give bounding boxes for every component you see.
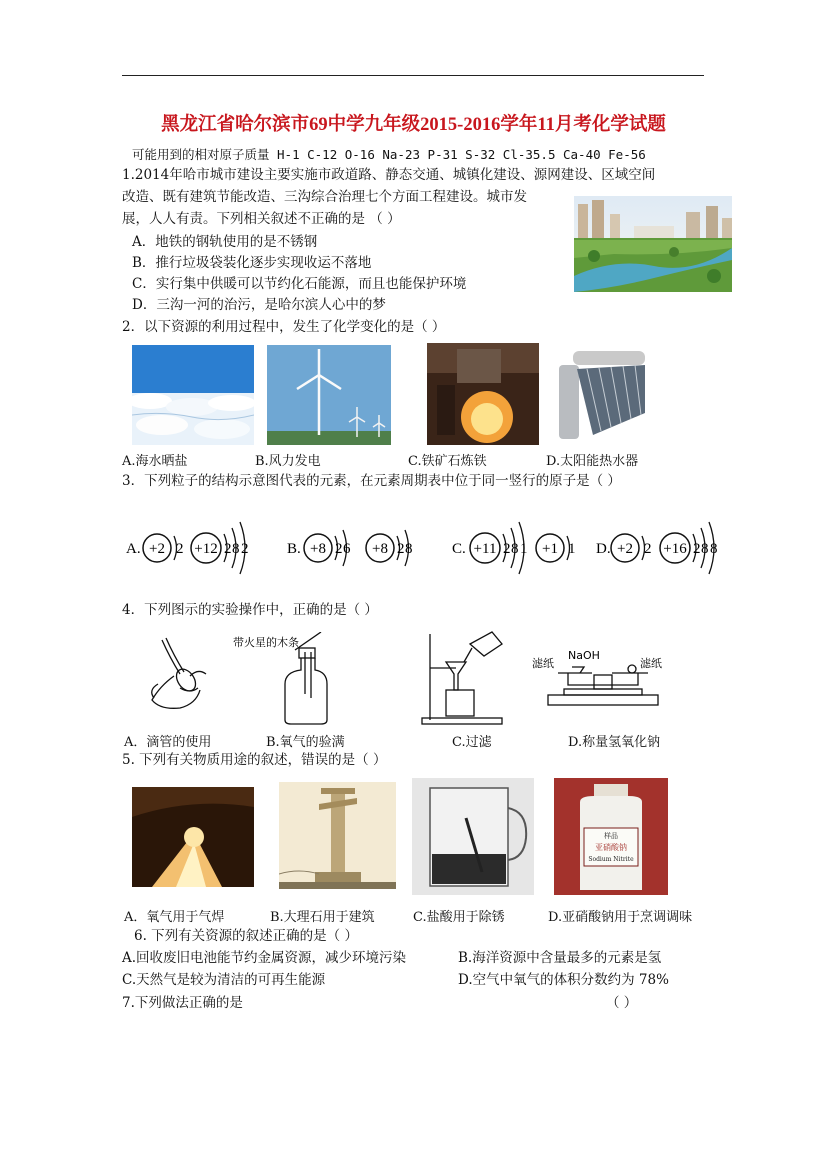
shell-electrons: 2 [176,541,184,557]
q6-option-d: D.空气中氧气的体积分数约为 78% [458,972,669,988]
q2-stem: 2．以下资源的利用过程中，发生了化学变化的是（ ） [122,319,446,335]
svg-text:+1: +1 [542,541,558,557]
solar-water-heater-image [553,343,650,443]
q6-option-b: B.海洋资源中含量最多的元素是氢 [458,950,662,966]
bottle-label-en: Sodium Nitrite [588,856,634,863]
filtration-figure [420,628,510,728]
sodium-nitrite-bottle-image [554,778,668,895]
svg-text:8: 8 [710,541,718,557]
q5-option-a: A．氧气用于气焊 [124,910,225,925]
marble-column-image [279,782,396,889]
svg-text:1: 1 [568,541,576,557]
q4-option-c: C.过滤 [452,735,492,750]
svg-text:2: 2 [693,541,701,557]
splint-label: 带火星的木条 [233,636,299,649]
gas-welding-image [132,787,254,887]
bottle-label-cn: 亚硝酸钠 [595,843,627,852]
q1-option-b: B．推行垃圾袋装化逐步实现收运不落地 [132,255,372,271]
q4-option-d: D.称量氢氧化钠 [568,735,661,750]
atomic-masses: 可能用到的相对原子质量 H-1 C-12 O-16 Na-23 P-31 S-32 Cl-35.5 Ca-40 Fe-56 [132,147,646,162]
q1-line-1: 1.2014年哈市城市建设主要实施市政道路、静态交通、城镇化建设、源网建设、区域空间 [122,167,656,183]
q5-option-d: D.亚硝酸钠用于烹调调味 [548,910,693,925]
svg-text:B.: B. [287,541,301,557]
bottle-label-top: 样品 [604,832,618,840]
nucleus-label: +2 [149,541,165,557]
svg-text:8: 8 [511,541,519,557]
q1-option-d: D．三沟一河的治污，是哈尔滨人心中的梦 [132,297,386,313]
svg-text:2: 2 [241,541,249,557]
svg-text:2: 2 [224,541,232,557]
q3-option-a-letter: A. [126,541,141,557]
q2-option-d: D.太阳能热水器 [546,454,639,469]
wind-turbine-image [267,345,391,445]
q3-option-d [596,522,718,574]
q1-option-a: A．地铁的钢轨使用的是不锈钢 [132,234,318,250]
q6-option-c: C.天然气是较为清洁的可再生能源 [122,972,326,988]
svg-text:+16: +16 [663,541,687,557]
sea-salt-image [132,345,254,445]
svg-text:2: 2 [644,541,652,557]
naoh-label: NaOH [568,649,600,662]
q4-option-a: A．滴管的使用 [124,735,212,750]
svg-text:8: 8 [405,541,413,557]
svg-text:+2: +2 [617,541,633,557]
q4-stem: 4．下列图示的实验操作中，正确的是（ ） [122,602,378,618]
svg-text:2: 2 [397,541,405,557]
svg-text:2: 2 [503,541,511,557]
svg-text:+8: +8 [372,541,388,557]
q7-bracket: （ ） [606,995,638,1011]
q1-option-c: C．实行集中供暖可以节约化石能源，而且也能保护环境 [132,276,467,292]
svg-text:+8: +8 [310,541,326,557]
q2-option-c: C.铁矿石炼铁 [408,454,487,469]
filter-paper-left-label: 滤纸 [532,657,554,670]
q3-option-b [287,530,413,566]
svg-text:C.: C. [452,541,466,557]
q4-option-b: B.氧气的验满 [266,735,345,750]
q5-stem: 5. 下列有关物质用途的叙述，错误的是（ ） [122,752,387,768]
q3-stem: 3．下列粒子的结构示意图代表的元素，在元素周期表中位于同一竖行的原子是（ ） [122,473,621,489]
q5-option-b: B.大理石用于建筑 [270,910,375,925]
svg-text:8: 8 [701,541,709,557]
q1-line-3: 展，人人有责。下列相关叙述不正确的是 （ ） [122,211,401,227]
q1-line-2: 改造、既有建筑节能改造、三沟综合治理七个方面工程建设。城市发 [122,189,527,205]
top-rule [122,75,704,76]
svg-text:6: 6 [343,541,351,557]
nucleus-label: +12 [194,541,218,557]
q6-stem: 6. 下列有关资源的叙述正确的是（ ） [134,928,358,944]
filter-paper-right-label: 滤纸 [640,657,662,670]
q6-option-a: A.回收废旧电池能节约金属资源，减少环境污染 [122,950,407,966]
svg-text:+11: +11 [473,541,497,557]
atom-diagrams [122,510,722,590]
q5-option-c: C.盐酸用于除锈 [413,910,505,925]
svg-text:D.: D. [596,541,611,557]
city-river-image [574,196,732,292]
balance-figure [528,645,678,725]
svg-text:2: 2 [335,541,343,557]
q7-stem: 7.下列做法正确的是 [122,995,243,1011]
page-title: 黑龙江省哈尔滨市69中学九年级2015-2016学年11月考化学试题 [161,115,666,135]
svg-text:8: 8 [232,541,240,557]
q3-option-c [452,522,576,574]
q3-option-a [126,522,249,574]
q2-option-a: A.海水晒盐 [122,454,188,469]
rust-removal-image [412,778,534,895]
iron-smelting-image [427,343,539,445]
q2-option-b: B.风力发电 [255,454,321,469]
svg-text:1: 1 [520,541,528,557]
oxygen-test-figure [225,632,335,727]
